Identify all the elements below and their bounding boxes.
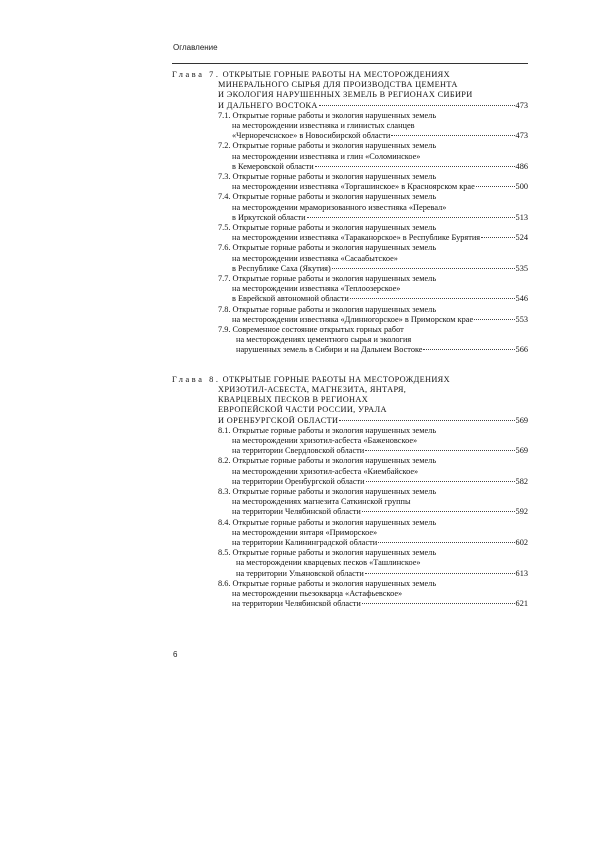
dot-leader	[391, 135, 514, 136]
toc-section-entry[interactable]	[172, 274, 528, 305]
section-last-line	[218, 569, 528, 579]
section-last-line	[218, 507, 528, 517]
section-text-line: 8.5. Открытые горные работы и экология нарушенных земель	[218, 548, 437, 558]
chapter-title-text: И ЭКОЛОГИЯ НАРУШЕННЫХ ЗЕМЕЛЬ В РЕГИОНАХ СИБИРИ	[218, 90, 473, 100]
section-text-line: 7.2. Открытые горные работы и экология нарушенных земель	[218, 141, 437, 151]
section-page-number: 553	[515, 314, 528, 324]
section-text-line: в Иркутской области	[232, 212, 306, 222]
dot-leader	[481, 237, 514, 238]
section-text-line: в Кемеровской области	[232, 161, 314, 171]
chapter-title-line	[172, 90, 528, 100]
chapter-title-text: ОТКРЫТЫЕ ГОРНЫЕ РАБОТЫ НА МЕСТОРОЖДЕНИЯХ	[222, 70, 450, 79]
section-text-line: на территории Калининградской области	[232, 537, 378, 547]
chapter-title-text: ЕВРОПЕЙСКОЙ ЧАСТИ РОССИИ, УРАЛА	[218, 405, 387, 415]
section-last-line	[218, 213, 528, 223]
chapter-title-text: ОТКРЫТЫЕ ГОРНЫЕ РАБОТЫ НА МЕСТОРОЖДЕНИЯХ	[222, 374, 450, 384]
section-text-line: на месторождении хризотил-асбеста «Киембайское»	[232, 466, 419, 476]
section-page-number: 621	[515, 599, 528, 609]
chapter-title-line	[172, 70, 528, 80]
section-text-line: 8.1. Открытые горные работы и экология нарушенных земель	[218, 425, 437, 435]
section-last-line	[218, 233, 528, 243]
toc-section-entry[interactable]	[172, 579, 528, 610]
dot-leader	[366, 481, 515, 482]
toc-section-entry[interactable]	[172, 325, 528, 356]
section-text-line: на территории Свердловской области	[232, 446, 365, 456]
chapter-title-line	[172, 375, 528, 385]
section-text-line: на месторождении известняка «Сасаабытское»	[232, 253, 398, 263]
section-page-number: 513	[515, 212, 528, 222]
section-text-line: в Республике Саха (Якутия)	[232, 263, 331, 273]
section-text-line: 7.3. Открытые горные работы и экология нарушенных земель	[218, 172, 437, 182]
section-page-number: 535	[515, 263, 528, 273]
toc-section-entry[interactable]	[172, 223, 528, 243]
dot-leader	[350, 298, 515, 299]
section-text-line: 8.2. Открытые горные работы и экология нарушенных земель	[218, 456, 437, 466]
chapter-title-text: И ДАЛЬНЕГО ВОСТОКА	[218, 100, 318, 110]
section-text-line: на месторождении кварцевых песков «Ташлинское»	[236, 558, 421, 568]
section-last-line	[218, 599, 528, 609]
section-last-line	[218, 131, 528, 141]
section-text-line: на месторождении мраморизованного известняка «Перевал»	[232, 202, 447, 212]
section-text-line: 8.6. Открытые горные работы и экология нарушенных земель	[218, 578, 437, 588]
toc-section-entry[interactable]	[172, 305, 528, 325]
chapter-title-line	[172, 385, 528, 395]
toc-section-entry[interactable]	[172, 111, 528, 142]
chapter-title-text: ХРИЗОТИЛ-АСБЕСТА, МАГНЕЗИТА, ЯНТАРЯ,	[218, 384, 407, 394]
section-page-number: 569	[515, 446, 528, 456]
section-text-line: на месторождении известняка и глин «Соломинское»	[232, 151, 421, 161]
chapter-title-line	[172, 80, 528, 90]
section-text-line: на месторождениях магнезита Саткинской группы	[232, 497, 411, 507]
chapter-7	[172, 70, 528, 356]
section-text-line: 7.6. Открытые горные работы и экология нарушенных земель	[218, 243, 437, 253]
section-text-line: 8.3. Открытые горные работы и экология нарушенных земель	[218, 486, 437, 496]
dot-leader	[307, 217, 515, 218]
section-last-line	[218, 162, 528, 172]
section-page-number: 592	[515, 507, 528, 517]
section-text-line: 7.1. Открытые горные работы и экология нарушенных земель	[218, 110, 437, 120]
toc-section-entry[interactable]	[172, 518, 528, 549]
dot-leader	[423, 349, 514, 350]
section-page-number: 500	[515, 182, 528, 192]
section-text-line: на территории Ульяновской области	[236, 568, 364, 578]
toc-section-entry[interactable]	[172, 548, 528, 579]
dot-leader	[315, 166, 515, 167]
section-text-line: 7.4. Открытые горные работы и экология нарушенных земель	[218, 192, 437, 202]
section-text-line: на территории Оренбургской области	[232, 476, 365, 486]
section-text-line: на месторождениях цементного сырья и экология	[236, 335, 412, 345]
section-text-line: на месторождении янтаря «Приморское»	[232, 527, 378, 537]
chapter-page-number: 473	[515, 100, 528, 110]
toc-section-entry[interactable]	[172, 426, 528, 457]
section-page-number: 582	[515, 476, 528, 486]
chapter-title-text: КВАРЦЕВЫХ ПЕСКОВ В РЕГИОНАХ	[218, 395, 369, 405]
dot-leader	[476, 186, 515, 187]
section-page-number: 473	[515, 131, 528, 141]
dot-leader	[378, 542, 514, 543]
section-last-line	[218, 315, 528, 325]
section-page-number: 602	[515, 537, 528, 547]
section-text-line: «Черноречснское» в Новосибирской области	[232, 131, 391, 141]
page-number: 6	[173, 650, 178, 659]
section-text-line: 8.4. Открытые горные работы и экология нарушенных земель	[218, 517, 437, 527]
chapter-label: Глава 8.	[172, 374, 221, 384]
chapter-title-last-line[interactable]	[172, 101, 528, 111]
chapter-title-line	[172, 395, 528, 405]
section-page-number: 566	[515, 345, 528, 355]
running-header: Оглавление	[173, 43, 218, 52]
section-page-number: 546	[515, 294, 528, 304]
chapter-title-text: И ОРЕНБУРГСКОЙ ОБЛАСТИ	[218, 415, 339, 425]
section-text-line: в Еврейской автономной области	[232, 294, 349, 304]
section-text-line: на месторождении известняка «Тараканорское» в Республике Бурятия	[232, 233, 481, 243]
chapter-8	[172, 375, 528, 610]
chapter-page-number: 569	[515, 415, 528, 425]
chapter-title-text: МИНЕРАЛЬНОГО СЫРЬЯ ДЛЯ ПРОИЗВОДСТВА ЦЕМЕНТА	[218, 80, 458, 90]
section-last-line	[218, 538, 528, 548]
toc-section-entry[interactable]	[172, 487, 528, 518]
section-text-line: 7.8. Открытые горные работы и экология нарушенных земель	[218, 304, 437, 314]
section-text-line: 7.9. Современное состояние открытых горных работ	[218, 325, 404, 335]
section-page-number: 486	[515, 161, 528, 171]
toc-section-entry[interactable]	[172, 192, 528, 223]
section-page-number: 524	[515, 233, 528, 243]
section-text-line: 7.7. Открытые горные работы и экология нарушенных земель	[218, 274, 437, 284]
chapter-label: Глава 7.	[172, 70, 221, 79]
section-text-line: на месторождении известняка и глинистых сланцев	[232, 121, 415, 131]
section-text-line: на месторождении известняка «Теплоозерское»	[232, 284, 401, 294]
section-last-line	[218, 264, 528, 274]
toc-section-entry[interactable]	[172, 172, 528, 192]
section-text-line: на месторождении известняка «Длинногорское» в Приморском крае	[232, 314, 474, 324]
section-last-line	[218, 345, 528, 355]
toc-section-entry[interactable]	[172, 456, 528, 487]
header-rule	[172, 63, 528, 64]
dot-leader	[474, 319, 514, 320]
dot-leader	[362, 603, 515, 604]
section-last-line	[218, 294, 528, 304]
chapter-title-line	[172, 405, 528, 415]
section-text-line: 7.5. Открытые горные работы и экология нарушенных земель	[218, 223, 437, 233]
section-text-line: на месторождении хризотил-асбеста «Баженовское»	[232, 435, 418, 445]
section-text-line: на территории Челябинской области	[232, 507, 361, 517]
section-last-line	[218, 477, 528, 487]
dot-leader	[362, 511, 515, 512]
table-of-contents	[172, 70, 528, 628]
dot-leader	[365, 450, 514, 451]
section-text-line: на месторождении известняка «Торгашинское» в Красноярском крае	[232, 182, 475, 192]
dot-leader	[319, 105, 515, 106]
dot-leader	[365, 573, 515, 574]
section-text-line: нарушенных земель в Сибири и на Дальнем Востоке	[236, 345, 423, 355]
toc-section-entry[interactable]	[172, 141, 528, 172]
section-last-line	[218, 182, 528, 192]
dot-leader	[332, 268, 515, 269]
section-text-line: на месторождении пьезокварца «Астафьевское»	[232, 588, 403, 598]
section-last-line	[218, 446, 528, 456]
chapter-title-last-line[interactable]	[172, 416, 528, 426]
section-text-line: на территории Челябинской области	[232, 599, 361, 609]
section-page-number: 613	[515, 568, 528, 578]
toc-section-entry[interactable]	[172, 243, 528, 274]
dot-leader	[339, 420, 514, 421]
